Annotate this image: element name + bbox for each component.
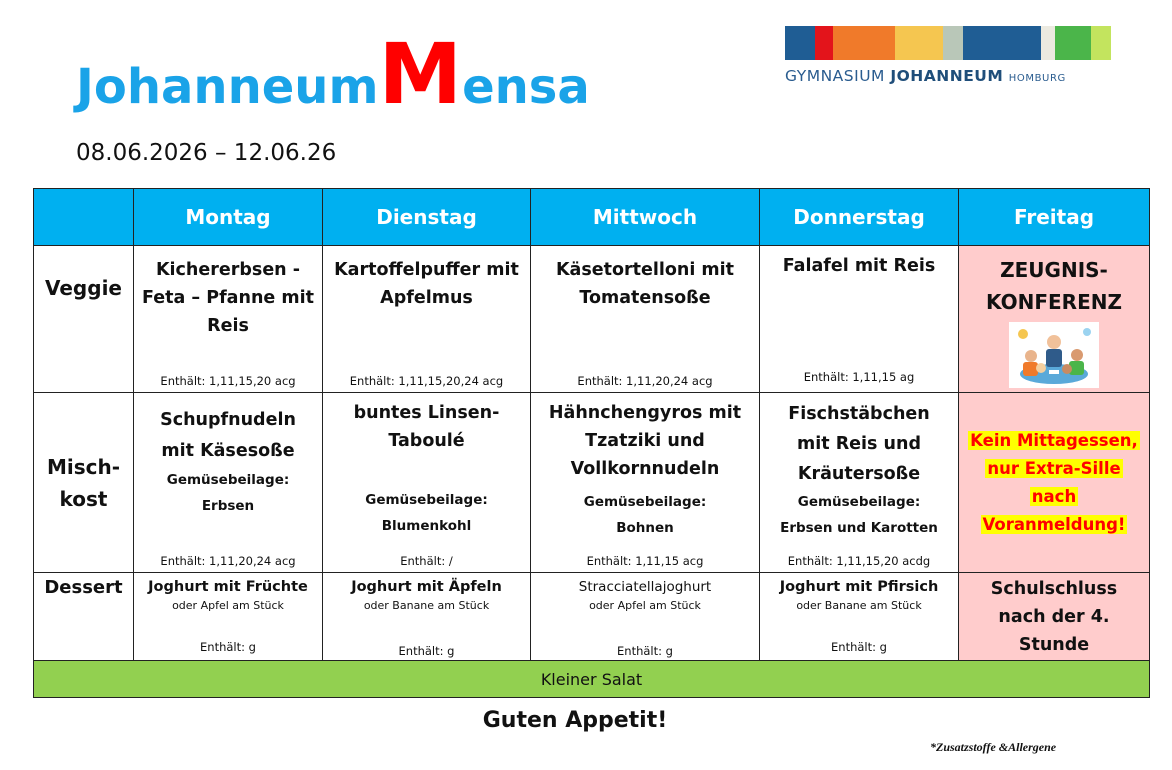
logo-bar xyxy=(963,26,1041,60)
logo-bar xyxy=(833,26,895,60)
guten-appetit: Guten Appetit! xyxy=(482,708,668,733)
logo-word-gymnasium: GYMNASIUM xyxy=(785,67,891,85)
friday-misch-line xyxy=(959,483,1149,511)
highlight-text: nur Extra-Sille xyxy=(987,458,1121,478)
title-m: M xyxy=(378,25,463,123)
title-part2: ensa xyxy=(462,59,590,115)
dessert-cell-mittwoch xyxy=(531,573,760,661)
dish-name: buntes Linsen-Taboulé xyxy=(353,403,500,451)
dessert-cell-montag xyxy=(134,573,323,661)
logo-bar xyxy=(1055,26,1091,60)
side-label: Gemüsebeilage: xyxy=(365,492,488,508)
side-label: Gemüsebeilage: xyxy=(797,494,921,510)
logo-bar xyxy=(943,26,963,60)
misch-cell-dienstag xyxy=(323,393,531,573)
misch-cell-mittwoch xyxy=(531,393,760,573)
dish-name: Hähnchengyros mit Tzatziki und Vollkornnudeln xyxy=(548,403,742,479)
friday-dessert-cell xyxy=(959,573,1150,661)
day-header: Donnerstag xyxy=(760,189,959,246)
friday-misch-line xyxy=(959,511,1149,539)
allergens: Enthält: / xyxy=(400,554,453,568)
day-header: Montag xyxy=(134,189,323,246)
mischkost-row xyxy=(34,393,1150,573)
logo-bar xyxy=(895,26,943,60)
allergens: Enthält: 1,11,15 acg xyxy=(586,554,704,568)
side-vegetable: Bohnen xyxy=(616,520,674,536)
row-label-mischkost: Misch- kost xyxy=(34,393,134,573)
allergens: Enthält: 1,11,15,20 acg xyxy=(160,374,296,388)
dessert-name: Joghurt mit Früchte xyxy=(148,579,308,595)
school-logo xyxy=(785,26,1113,85)
allergens: Enthält: g xyxy=(398,644,455,658)
allergens: Enthält: g xyxy=(831,640,887,654)
dessert-alternative: oder Apfel am Stück xyxy=(172,599,284,612)
logo-text xyxy=(785,67,1113,85)
dessert-name: Joghurt mit Pfirsich xyxy=(779,579,939,595)
friday-misch-line xyxy=(959,427,1149,455)
dish-name: Käsetortelloni mit Tomatensoße xyxy=(555,260,735,308)
friday-veggie-cell xyxy=(959,246,1150,393)
salad-row xyxy=(34,661,1150,698)
dessert-alternative: oder Apfel am Stück xyxy=(589,599,701,612)
veggie-cell-donnerstag xyxy=(760,246,959,393)
side-vegetable: Blumenkohl xyxy=(381,518,472,534)
veggie-row xyxy=(34,246,1150,393)
misch-cell-montag xyxy=(134,393,323,573)
veggie-cell-mittwoch xyxy=(531,246,760,393)
dish-name: Schupfnudeln mit Käsesoße xyxy=(160,410,296,461)
dish-name: Kartoffelpuffer mit Apfelmus xyxy=(334,260,519,308)
side-label: Gemüsebeilage: xyxy=(166,472,290,488)
zeugniskonferenz-text: ZEUGNIS-KONFERENZ xyxy=(986,258,1122,314)
allergens: Enthält: g xyxy=(200,640,256,654)
date-range: 08.06.2026 – 12.06.26 xyxy=(76,140,337,166)
veggie-cell-montag xyxy=(134,246,323,393)
meeting-illustration-icon xyxy=(1009,322,1099,392)
logo-bar xyxy=(785,26,815,60)
school-end-text: Schulschluss nach der 4. Stunde xyxy=(990,578,1118,655)
dessert-alternative: oder Banane am Stück xyxy=(363,599,490,612)
menu-table xyxy=(33,188,1150,698)
salad-cell: Kleiner Salat xyxy=(34,661,1150,698)
logo-word-johanneum: JOHANNEUM xyxy=(890,67,1004,85)
allergens: Enthält: 1,11,15,20 acdg xyxy=(787,554,931,568)
side-label: Gemüsebeilage: xyxy=(583,494,707,510)
title-part1: Johanneum xyxy=(76,59,379,115)
veggie-cell-dienstag xyxy=(323,246,531,393)
side-vegetable: Erbsen und Karotten xyxy=(780,520,938,536)
allergens: Enthält: 1,11,15 ag xyxy=(803,370,915,384)
logo-bar xyxy=(1041,26,1055,60)
highlight-text: nach xyxy=(1031,486,1077,506)
side-vegetable: Erbsen xyxy=(201,498,255,514)
logo-bar xyxy=(1091,26,1111,60)
dessert-cell-dienstag xyxy=(323,573,531,661)
day-header: Mittwoch xyxy=(531,189,760,246)
row-label-dessert: Dessert xyxy=(34,573,134,661)
dessert-name: Stracciatellajoghurt xyxy=(578,579,712,595)
dish-name: Fischstäbchen mit Reis und Kräutersoße xyxy=(788,404,930,484)
header-row xyxy=(34,189,1150,246)
allergens: Enthält: g xyxy=(617,644,673,658)
highlight-text: Kein Mittagessen, xyxy=(970,430,1138,450)
dessert-row xyxy=(34,573,1150,661)
row-label-veggie: Veggie xyxy=(34,246,134,393)
day-header: Dienstag xyxy=(323,189,531,246)
allergen-footnote: *Zusatzstoffe &Allergene xyxy=(930,740,1057,754)
logo-bar xyxy=(815,26,833,60)
corner-cell xyxy=(34,189,134,246)
allergens: Enthält: 1,11,15,20,24 acg xyxy=(349,374,504,388)
logo-color-bars xyxy=(785,26,1113,60)
dish-name: Falafel mit Reis xyxy=(782,256,936,276)
highlight-text: Voranmeldung! xyxy=(982,514,1126,534)
day-header: Freitag xyxy=(959,189,1150,246)
dessert-cell-donnerstag xyxy=(760,573,959,661)
friday-misch-line xyxy=(959,455,1149,483)
dish-name: Kichererbsen - Feta – Pfanne mit Reis xyxy=(142,260,314,336)
logo-word-homburg: HOMBURG xyxy=(1008,73,1066,84)
allergens: Enthält: 1,11,20,24 acg xyxy=(577,374,713,388)
page-title xyxy=(76,25,590,123)
friday-misch-cell xyxy=(959,393,1150,573)
misch-cell-donnerstag xyxy=(760,393,959,573)
allergens: Enthält: 1,11,20,24 acg xyxy=(160,554,296,568)
dessert-alternative: oder Banane am Stück xyxy=(796,599,922,612)
dessert-name: Joghurt mit Äpfeln xyxy=(351,579,502,595)
